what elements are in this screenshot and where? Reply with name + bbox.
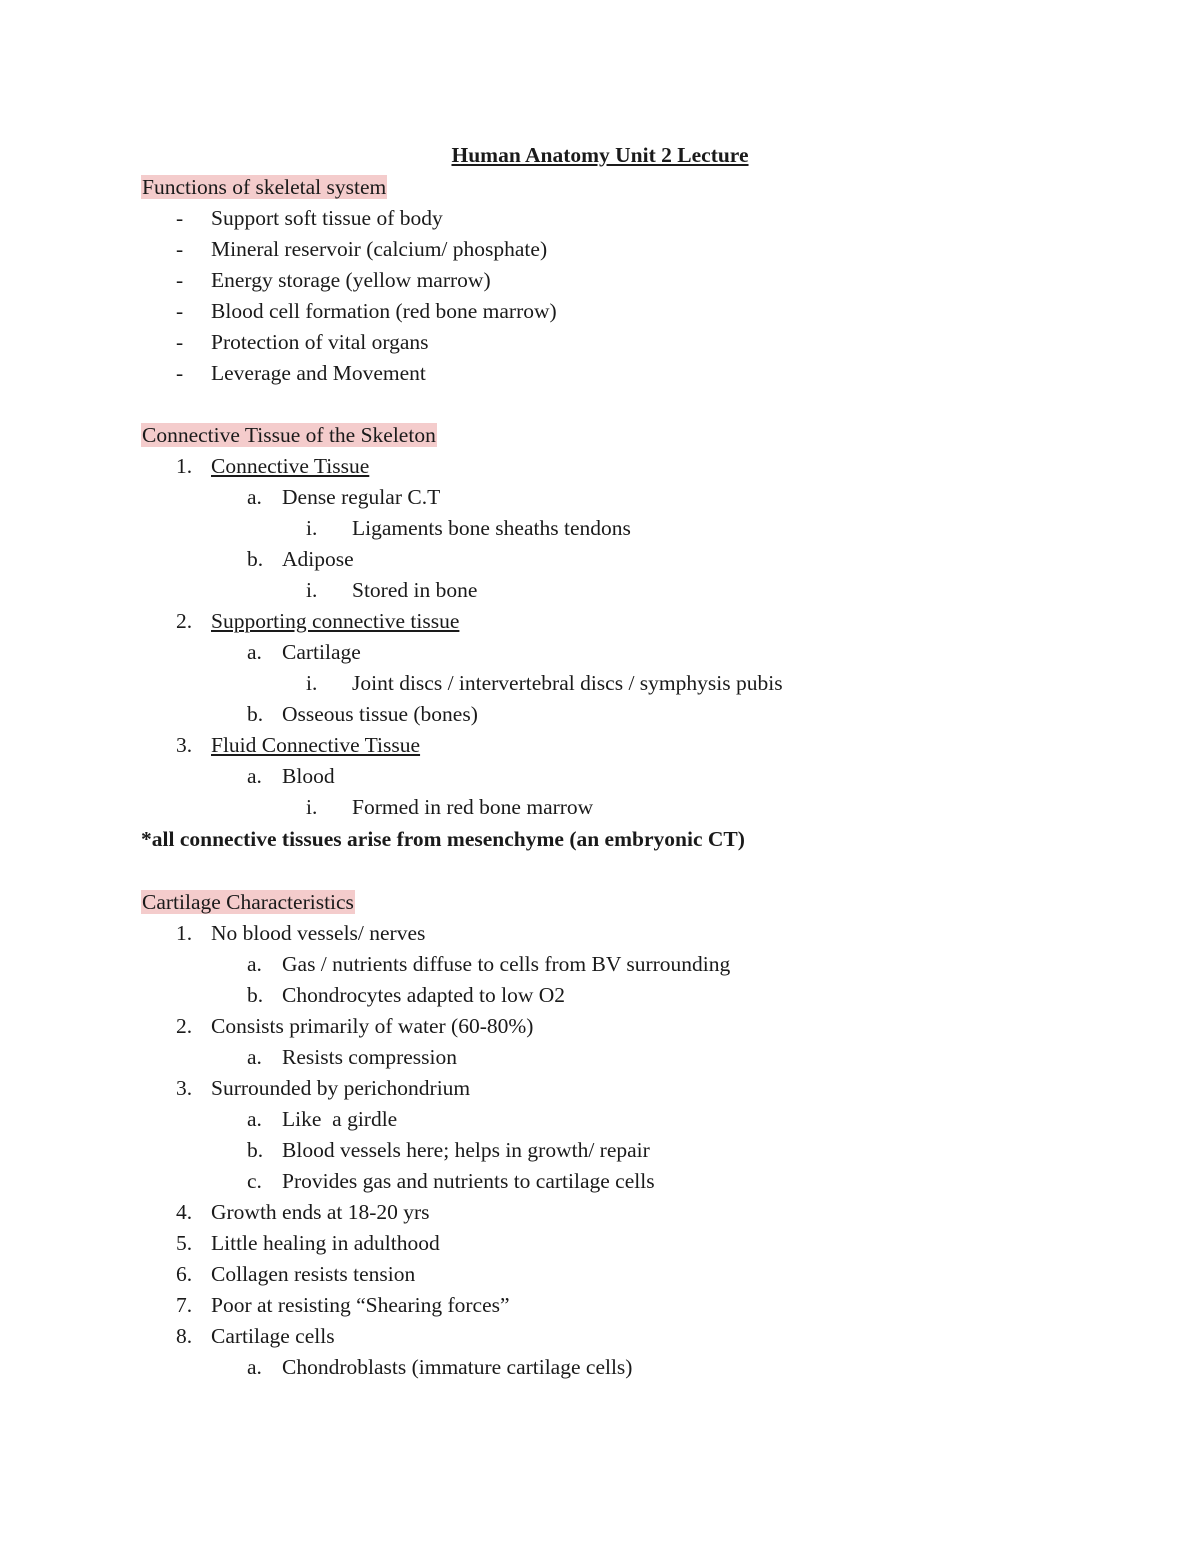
list-item: Chondrocytes adapted to low O2: [282, 983, 566, 1007]
list-item: Cartilage cells: [211, 1324, 335, 1348]
list-number: 5.: [176, 1231, 193, 1255]
list-letter: a.: [247, 1107, 262, 1131]
list-item: Cartilage: [282, 640, 361, 664]
list-roman: i.: [306, 795, 318, 819]
list-number: 3.: [176, 1076, 193, 1100]
list-number: 1.: [176, 921, 193, 945]
list-item: Osseous tissue (bones): [282, 702, 478, 726]
list-roman: i.: [306, 516, 318, 540]
bold-note: *all connective tissues arise from mesenchyme (an embryonic CT): [141, 827, 745, 851]
list-item: Consists primarily of water (60-80%): [211, 1014, 534, 1038]
list-number: 3.: [176, 733, 193, 757]
list-item: Energy storage (yellow marrow): [211, 268, 491, 292]
dash-bullet: -: [176, 330, 184, 354]
list-item: Fluid Connective Tissue: [211, 733, 421, 757]
list-letter: b.: [247, 702, 264, 726]
list-number: 2.: [176, 609, 193, 633]
list-item: Like a girdle: [282, 1107, 398, 1131]
list-letter: b.: [247, 983, 264, 1007]
section-heading-cartilage-text: Cartilage Characteristics: [142, 890, 354, 914]
dash-bullet: -: [176, 299, 184, 323]
list-item: Blood: [282, 764, 335, 788]
list-item: Blood vessels here; helps in growth/ repair: [282, 1138, 650, 1162]
list-item: Leverage and Movement: [211, 361, 426, 385]
dash-bullet: -: [176, 268, 184, 292]
list-item: Blood cell formation (red bone marrow): [211, 299, 557, 323]
list-item: Formed in red bone marrow: [352, 795, 594, 819]
list-item: Joint discs / intervertebral discs / symphysis pubis: [352, 671, 783, 695]
list-number: 8.: [176, 1324, 193, 1348]
dash-bullet: -: [176, 361, 184, 385]
section-heading-functions: [141, 172, 387, 203]
section-heading-connective: [141, 420, 437, 451]
list-item: Growth ends at 18-20 yrs: [211, 1200, 430, 1224]
list-item: Mineral reservoir (calcium/ phosphate): [211, 237, 548, 261]
list-letter: b.: [247, 1138, 264, 1162]
dash-bullet: -: [176, 206, 184, 230]
list-letter: a.: [247, 764, 262, 788]
list-number: 4.: [176, 1200, 193, 1224]
list-letter: a.: [247, 1045, 262, 1069]
list-letter: a.: [247, 952, 262, 976]
list-number: 6.: [176, 1262, 193, 1286]
list-item: Provides gas and nutrients to cartilage cells: [282, 1169, 655, 1193]
list-letter: a.: [247, 485, 262, 509]
list-item: Protection of vital organs: [211, 330, 429, 354]
list-letter: b.: [247, 547, 264, 571]
list-item: Supporting connective tissue: [211, 609, 460, 633]
dash-bullet: -: [176, 237, 184, 261]
section-heading-cartilage: [141, 887, 355, 918]
section-heading-connective-text: Connective Tissue of the Skeleton: [142, 423, 436, 447]
list-item: Little healing in adulthood: [211, 1231, 440, 1255]
list-item: Stored in bone: [352, 578, 478, 602]
list-item: Adipose: [282, 547, 354, 571]
list-item: Poor at resisting “Shearing forces”: [211, 1293, 510, 1317]
list-item: No blood vessels/ nerves: [211, 921, 426, 945]
list-item: Gas / nutrients diffuse to cells from BV surrounding: [282, 952, 731, 976]
section-heading-functions-text: Functions of skeletal system: [142, 175, 387, 199]
list-item: Surrounded by perichondrium: [211, 1076, 471, 1100]
list-roman: i.: [306, 671, 318, 695]
document-title: Human Anatomy Unit 2 Lecture: [451, 143, 749, 167]
list-letter: a.: [247, 1355, 262, 1379]
list-number: 7.: [176, 1293, 193, 1317]
list-item: Dense regular C.T: [282, 485, 441, 509]
list-number: 2.: [176, 1014, 193, 1038]
list-item: Connective Tissue: [211, 454, 370, 478]
list-item: Support soft tissue of body: [211, 206, 443, 230]
list-item: Chondroblasts (immature cartilage cells): [282, 1355, 633, 1379]
list-item: Ligaments bone sheaths tendons: [352, 516, 631, 540]
list-roman: i.: [306, 578, 318, 602]
list-item: Collagen resists tension: [211, 1262, 416, 1286]
list-number: 1.: [176, 454, 193, 478]
list-letter: a.: [247, 640, 262, 664]
list-letter: c.: [247, 1169, 262, 1193]
list-item: Resists compression: [282, 1045, 457, 1069]
